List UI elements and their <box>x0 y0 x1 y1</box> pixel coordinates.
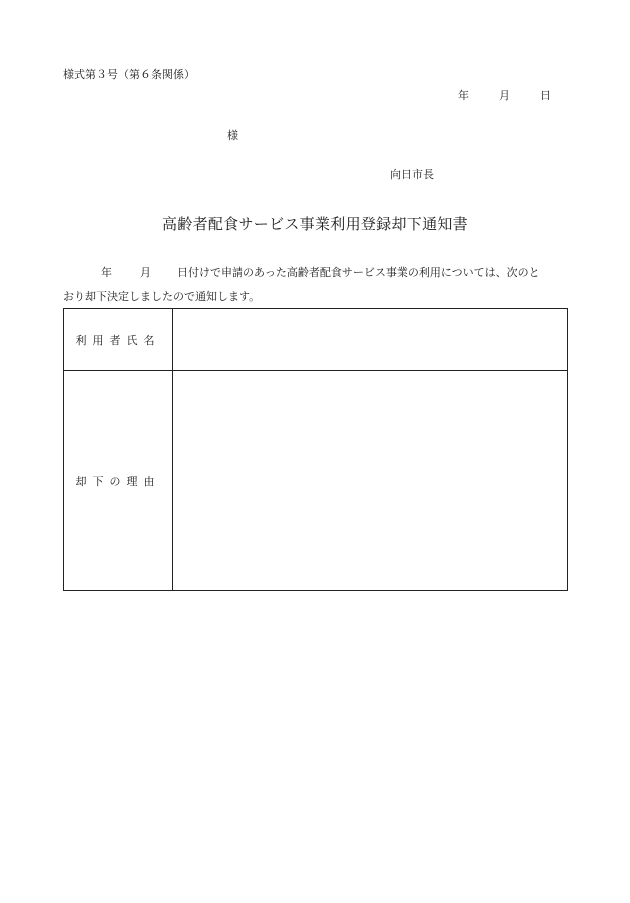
document-title: 高齢者配食サービス事業利用登録却下通知書 <box>161 215 468 233</box>
form-table <box>63 308 568 591</box>
table-row-applicant <box>64 309 568 371</box>
issuer-name: 向日市長 <box>390 168 434 181</box>
applicant-name-field[interactable] <box>173 309 568 371</box>
body-text-line2: おり却下決定しましたので通知します。 <box>63 290 261 303</box>
body-month-label: 月 <box>140 266 151 279</box>
date-month-label: 月 <box>499 89 510 102</box>
table-row-reason <box>64 371 568 591</box>
form-number: 様式第３号（第６条関係） <box>63 68 195 81</box>
addressee-suffix: 様 <box>227 129 238 142</box>
body-year-label: 年 <box>101 266 112 279</box>
date-line <box>458 87 551 103</box>
rejection-reason-label: 却下の理由 <box>64 371 173 591</box>
date-day-label: 日 <box>540 89 551 102</box>
body-text-rest: 日付けで申請のあった高齢者配食サービス事業の利用については、次のと <box>177 266 540 279</box>
applicant-name-label: 利用者氏名 <box>64 309 173 371</box>
body-text-line1 <box>101 264 540 280</box>
rejection-reason-field[interactable] <box>173 371 568 591</box>
date-year-label: 年 <box>458 89 469 102</box>
